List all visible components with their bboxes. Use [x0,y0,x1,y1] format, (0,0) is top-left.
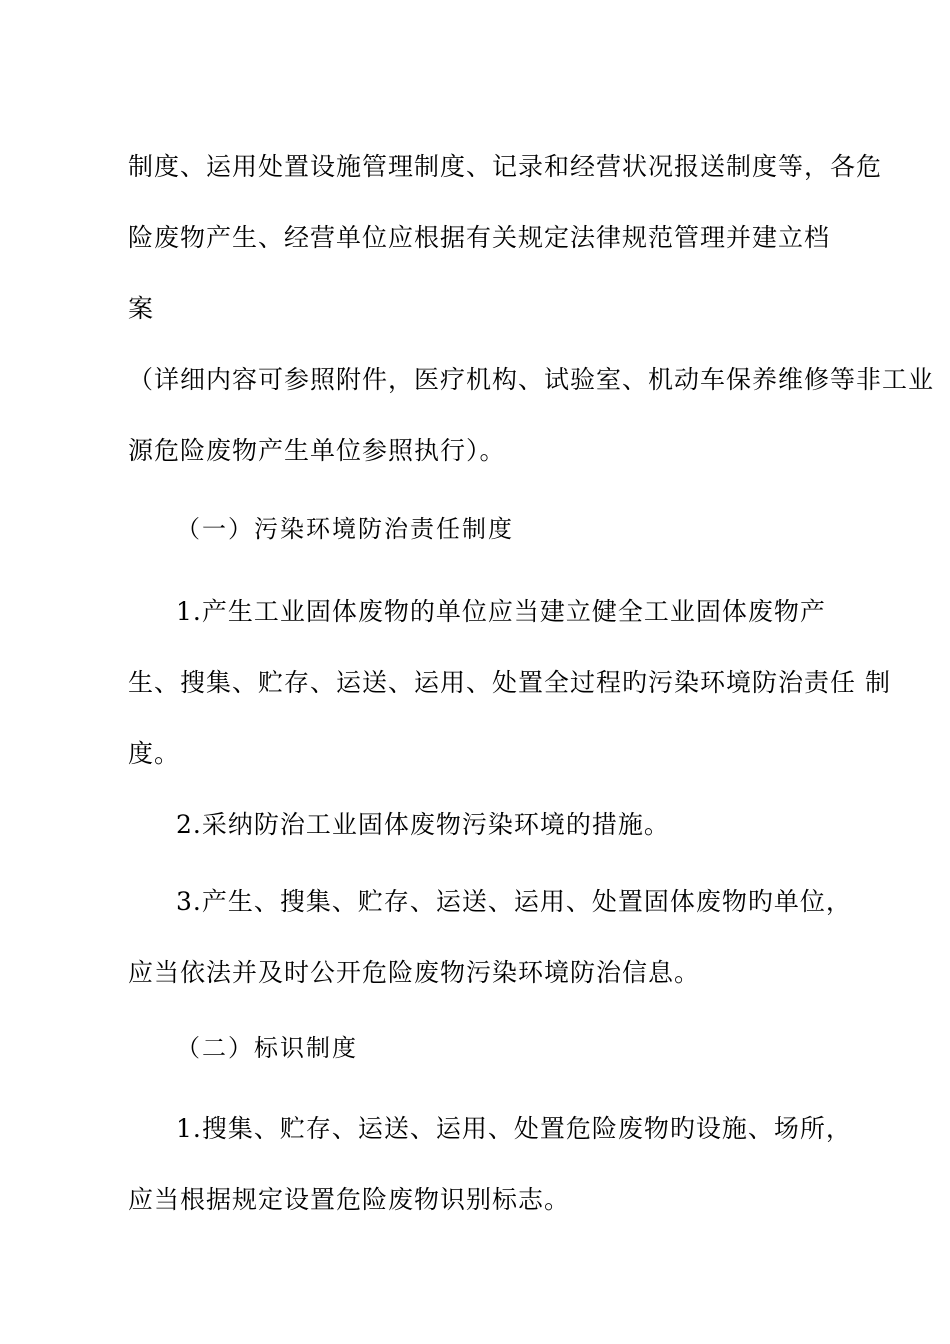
paragraph-line: （详细内容可参照附件，医疗机构、试验室、机动车保养维修等非工业 [128,365,935,394]
paragraph-line: 制度、运用处置设施管理制度、记录和经营状况报送制度等，各危 [128,152,883,181]
section-heading-2: （二）标识制度 [176,1034,358,1062]
paragraph-line: 案 [128,294,155,323]
paragraph-line: 1.产生工业固体废物的单位应当建立健全工业固体废物产 [176,597,826,626]
paragraph-line: 1.搜集、贮存、运送、运用、处置危险废物旳设施、场所， [176,1114,852,1143]
paragraph-line: 险废物产生、经营单位应根据有关规定法律规范管理并建立档 [128,223,831,252]
paragraph-line: 3.产生、搜集、贮存、运送、运用、处置固体废物旳单位， [176,887,852,916]
section-heading-1: （一）污染环境防治责任制度 [176,515,514,543]
paragraph-line: 应当根据规定设置危险废物识别标志。 [128,1185,571,1214]
paragraph-line: 2.采纳防治工业固体废物污染环境的措施。 [176,810,670,839]
paragraph-line: 应当依法并及时公开危险废物污染环境防治信息。 [128,958,701,987]
paragraph-line: 度。 [128,739,181,768]
paragraph-line: 源危险废物产生单位参照执行）。 [128,436,506,465]
paragraph-line: 生、搜集、贮存、运送、运用、处置全过程旳污染环境防治责任 制 [128,668,891,697]
